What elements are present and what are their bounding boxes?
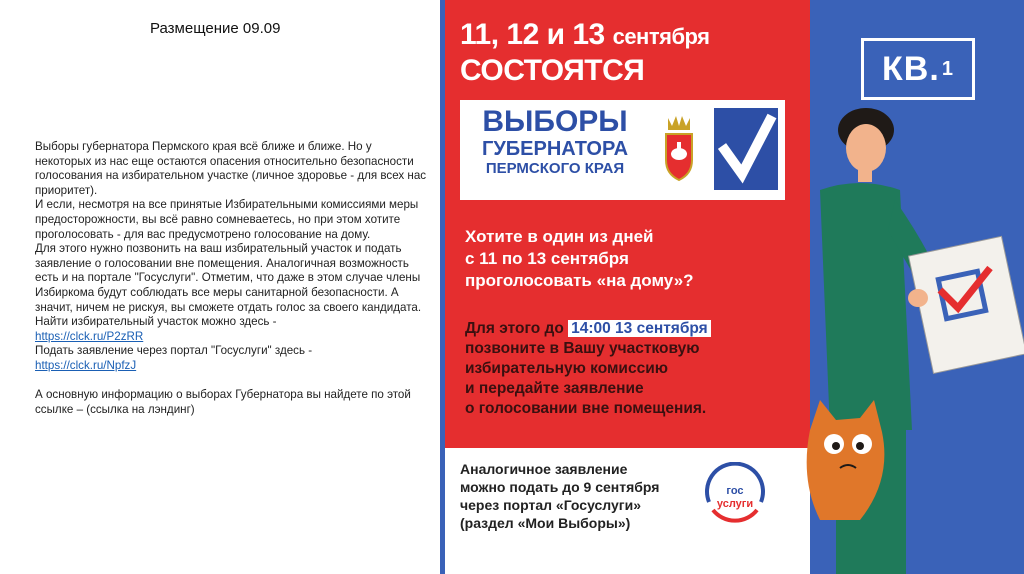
gos-logo-bottom: услуги (716, 498, 754, 510)
instr-line-2: позвоните в Вашу участковую (465, 340, 700, 357)
bottom-line-4: (раздел «Мои Выборы») (460, 515, 631, 531)
election-poster (440, 0, 1024, 574)
title-line-2: ГУБЕРНАТОРА (481, 138, 629, 160)
bottom-card (445, 448, 810, 574)
apartment-sign (861, 38, 975, 100)
paragraph-2: И если, несмотря на все принятые Избирательными комиссиями меры предосторожности, вы всё равно сомневаетесь, но при этом хотите проголосовать - для вас предусмотрено голосование на дому. (35, 198, 419, 241)
held-text: СОСТОЯТСЯ (460, 54, 645, 87)
gosuslugi-logo-icon (703, 462, 767, 526)
perm-crest-icon (658, 112, 700, 186)
title-line-1: ВЫБОРЫ (482, 105, 628, 138)
bottom-line-2: можно подать до 9 сентября (460, 479, 660, 495)
question-line-3: проголосовать «на дому»? (465, 271, 694, 290)
kv-number: 1 (941, 57, 954, 80)
voter-illustration (800, 100, 1024, 574)
question (465, 226, 694, 292)
question-line-1: Хотите в один из дней (465, 227, 654, 246)
polling-station-link[interactable]: https://clck.ru/P2zRR (35, 329, 144, 343)
instr-line-5: о голосовании вне помещения. (465, 400, 707, 417)
question-line-2: с 11 по 13 сентября (465, 249, 629, 268)
bottom-line-3: через портал «Госуслуги» (460, 497, 642, 513)
slide-title: Размещение 09.09 (150, 20, 281, 37)
instr-prefix: Для этого до (465, 320, 564, 337)
poster-dates (460, 18, 710, 88)
gos-logo-top: гос (726, 485, 744, 497)
instr-line-3: избирательную комиссию (465, 360, 668, 377)
title-card (460, 100, 785, 200)
checkmark-icon (712, 106, 780, 192)
paragraph-1: Выборы губернатора Пермского края всё ближе и ближе. Но у некоторых из нас еще остаются опасения относительно безопасности голосования на избирательном участке (личное здоровье - для всех нас приоритет). (35, 140, 427, 197)
title-line-3: ПЕРМСКОГО КРАЯ (485, 160, 625, 177)
paragraph-3: Для этого нужно позвонить на ваш избирательный участок и подать заявление о голосовании вне помещения. Аналогичная возможность есть и на портале "Госуслуги". Отметим, что даже в этом случае члены Избиркома будут соблюдать все меры санитарной безопасности. А значит, ничем не рискуя, вы сможете отдать голос за своего кандидата. (35, 242, 422, 314)
gosuslugi-line: Подать заявление через портал "Госуслуги" здесь - (35, 344, 313, 358)
paragraph-4: Найти избирательный участок можно здесь - (35, 315, 277, 329)
footer-text: А основную информацию о выборах Губернатора вы найдете по этой ссылке – (ссылка на лэндинг) (35, 388, 411, 416)
poster-title (460, 106, 650, 178)
bottom-text (460, 460, 659, 532)
instr-line-4: и передайте заявление (465, 380, 644, 397)
gosuslugi-link[interactable]: https://clck.ru/NpfzJ (35, 358, 137, 372)
bottom-line-1: Аналогичное заявление (460, 461, 628, 477)
body-text (35, 140, 430, 417)
kv-label: КВ. (882, 49, 940, 88)
deadline-highlight: 14:00 13 сентября (568, 320, 711, 337)
dates-month: сентября (612, 24, 710, 49)
dates-line: 11, 12 и 13 (460, 18, 605, 51)
instructions (465, 319, 711, 419)
question-panel (450, 214, 795, 440)
